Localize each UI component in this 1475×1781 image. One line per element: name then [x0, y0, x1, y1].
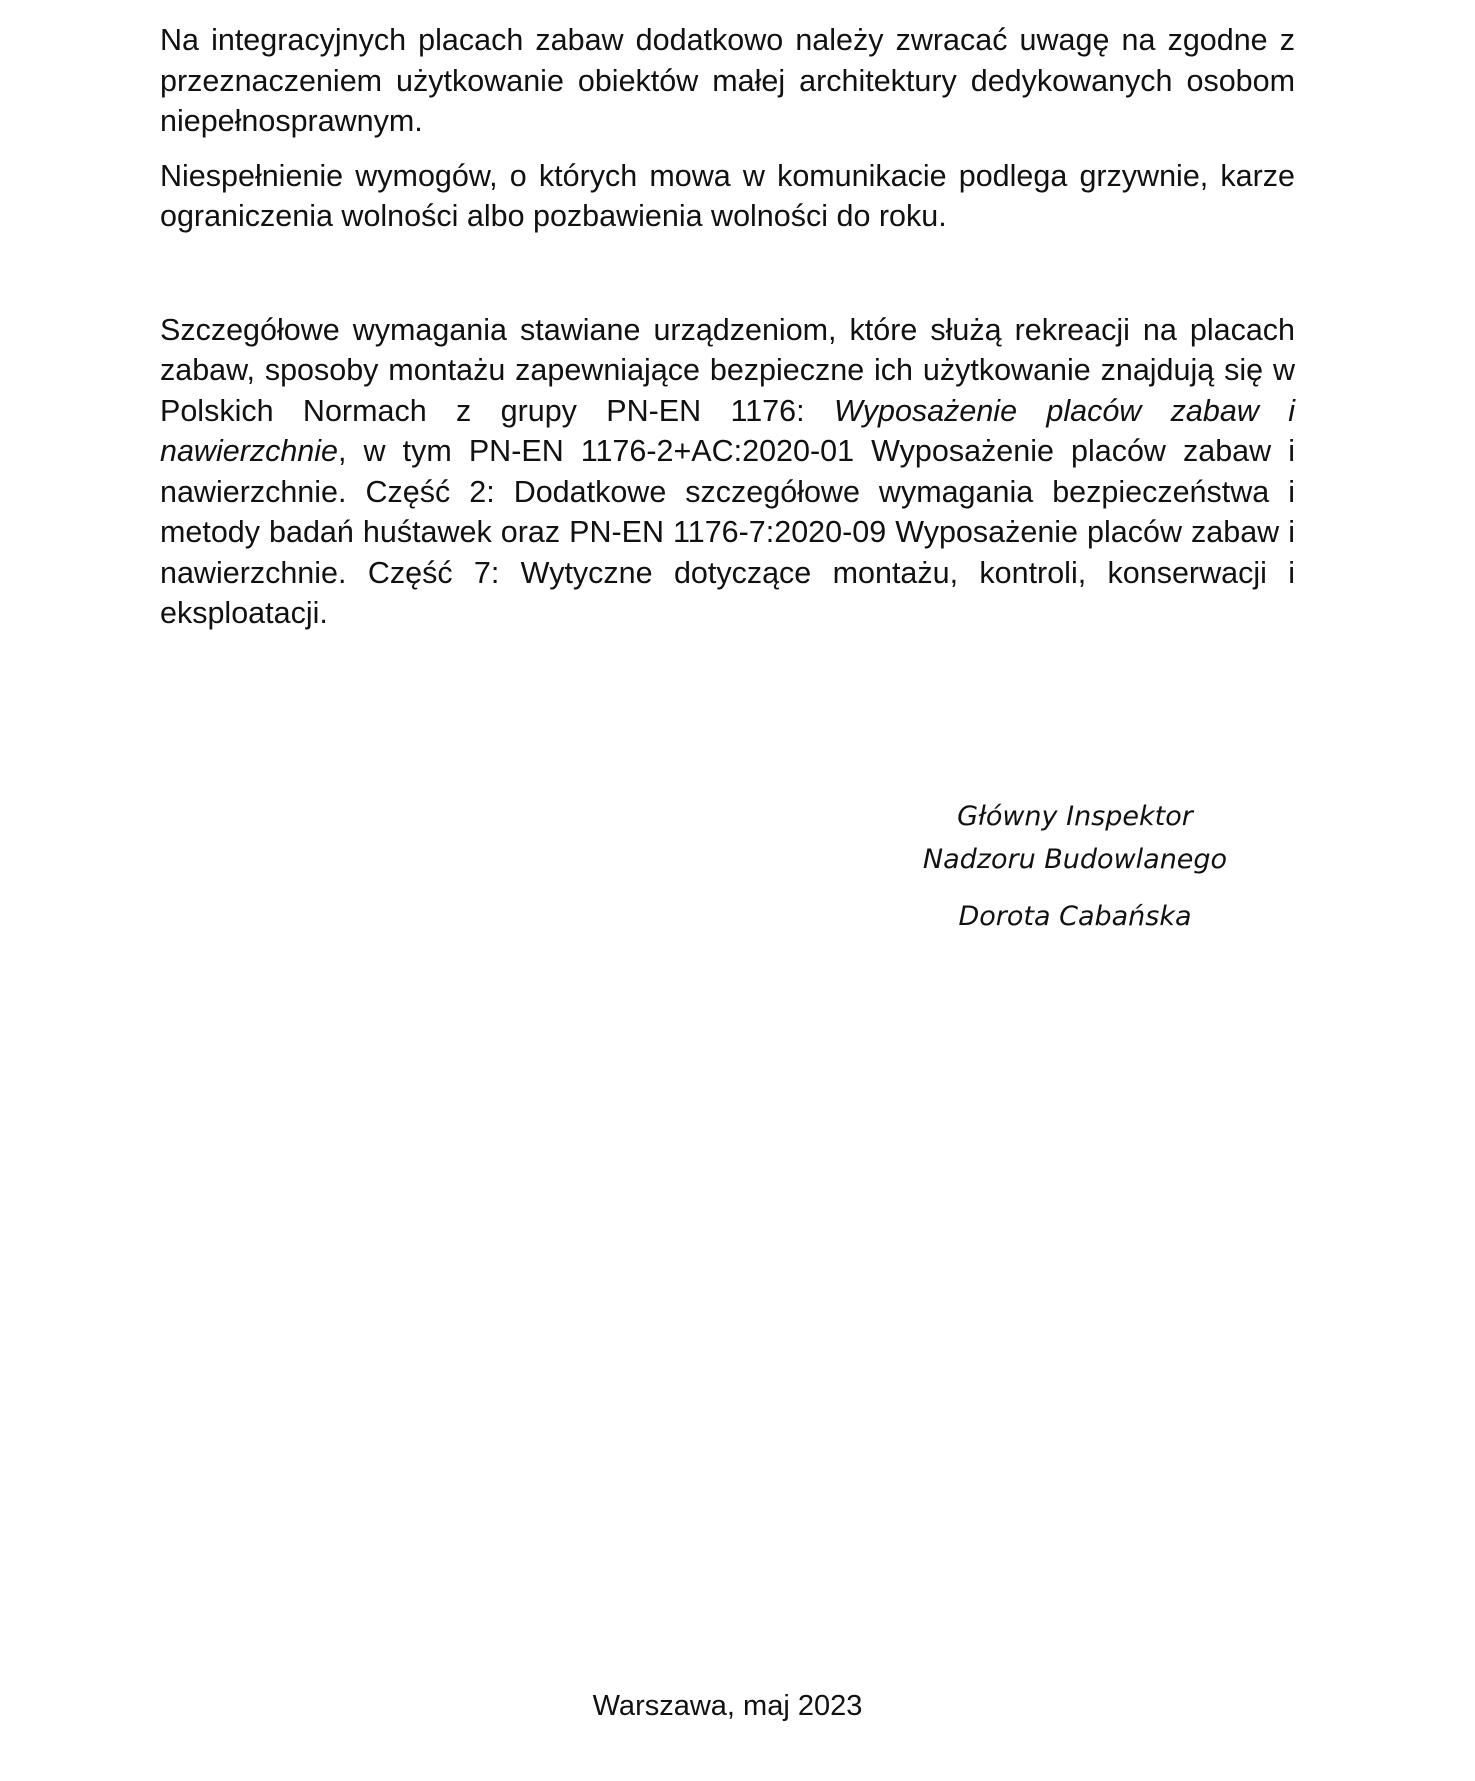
paragraph-penalties: Niespełnienie wymogów, o których mowa w komunikacie podlega grzywnie, karze ograniczenia wolności albo pozbawienia wolności do roku. [160, 158, 1295, 233]
paragraph-standards [160, 310, 1295, 634]
paragraph-integration-playgrounds: Na integracyjnych placach zabaw dodatkowo należy zwracać uwagę na zgodne z przeznaczeniem użytkowanie obiektów małej architektury dedykowanych osobom niepełnosprawnym. [160, 23, 1295, 138]
signature-title-line-1: Główny Inspektor [957, 801, 1193, 832]
standards-italic-title: Wyposażenie placów zabaw i nawierzchnie [160, 393, 1295, 468]
signature-name: Dorota Cabańska [958, 901, 1192, 932]
footer-place-date: Warszawa, maj 2023 [592, 1690, 863, 1722]
signature-title-line-2: Nadzoru Budowlanego [922, 844, 1228, 875]
standards-text-before: Szczegółowe wymagania stawiane urządzeniom, które służą rekreacji na placach zabaw, sposoby montażu zapewniające bezpieczne ich użytkowanie znajdują się w Polskich Normach z grupy PN-EN 1176: [160, 312, 1295, 428]
document-body [160, 20, 1295, 634]
standards-text-after: , w tym PN-EN 1176-2+AC:2020-01 Wyposażenie placów zabaw i nawierzchnie. Część 2: Dodatkowe szczegółowe wymagania bezpieczeństwa i metody badań huśtawek oraz PN-EN 1176-7:2020-09 Wyposażenie placów zabaw i nawierzchnie. Część 7: Wytyczne dotyczące montażu, kontroli, konserwacji i eksploatacji. [160, 434, 1295, 630]
signature-block [880, 795, 1270, 938]
